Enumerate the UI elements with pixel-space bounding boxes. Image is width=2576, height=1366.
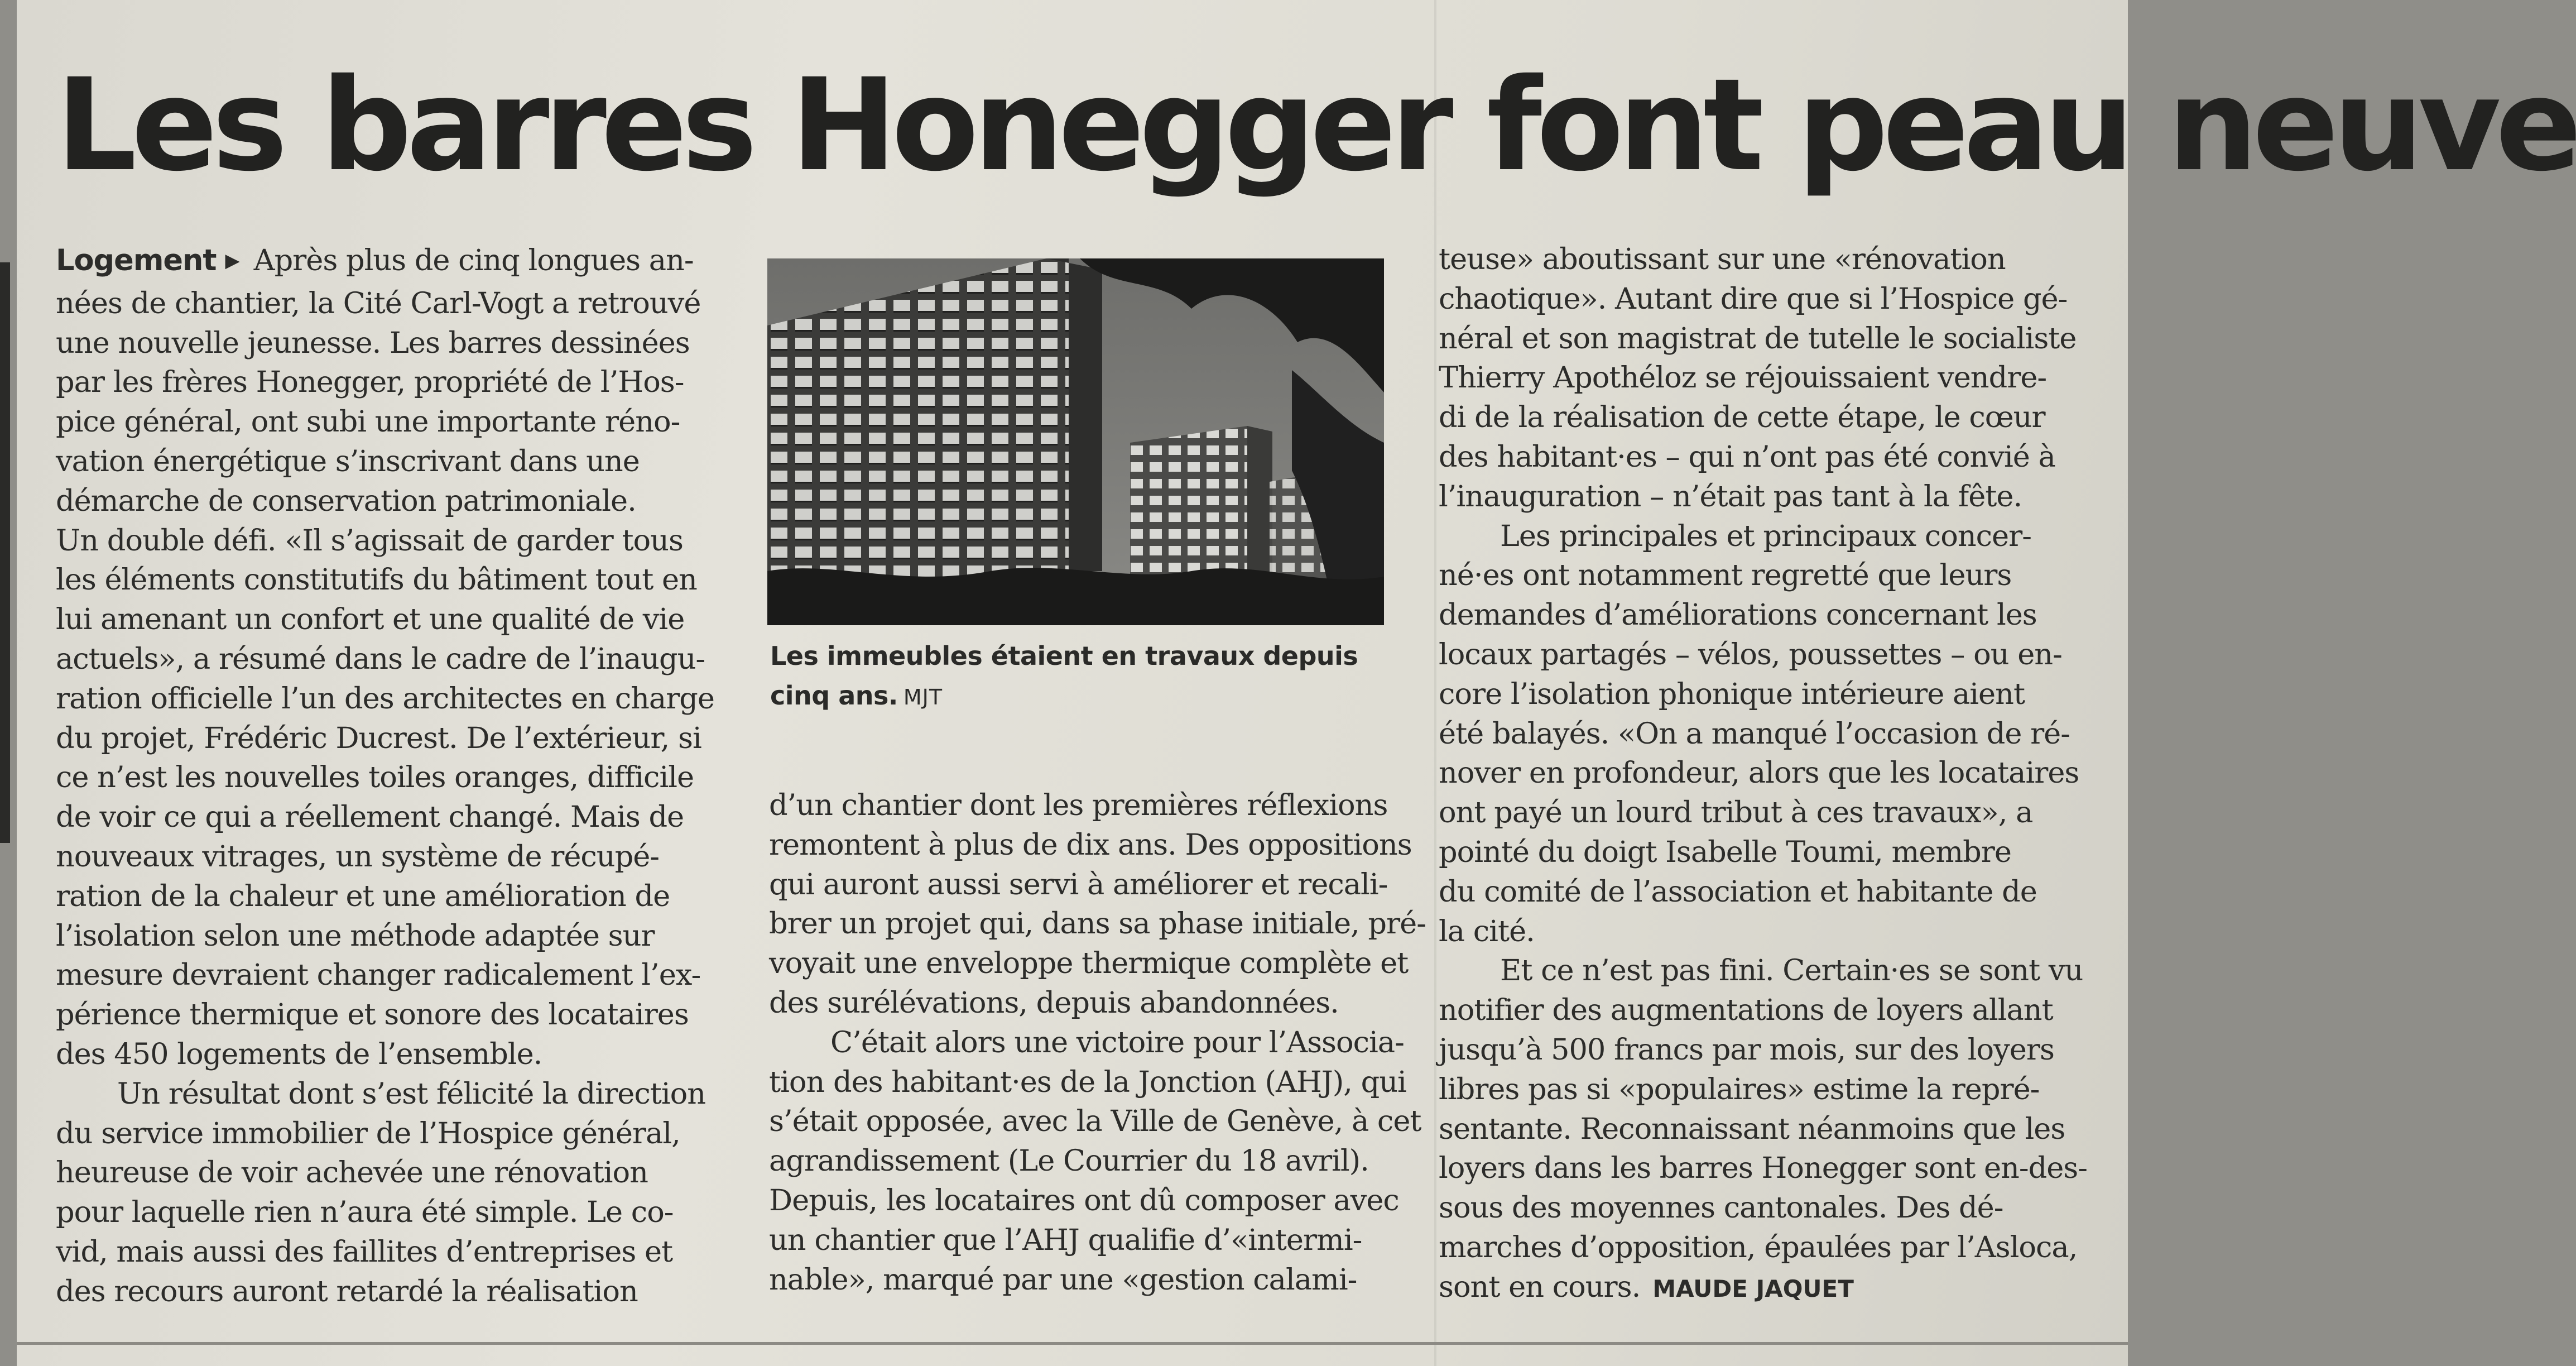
text-line: voyait une enveloppe thermique complète et: [769, 946, 1409, 981]
text-line: été balayés. «On a manqué l’occasion de ré-: [1439, 716, 2070, 751]
text-line: démarche de conservation patrimoniale.: [56, 483, 636, 518]
text-line: Les principales et principaux concer-: [1500, 519, 2031, 553]
text-line: l’inauguration – n’était pas tant à la fête.: [1439, 479, 2022, 514]
text-line: brer un projet qui, dans sa phase initiale, pré-: [769, 907, 1426, 941]
column-3: [1439, 240, 2097, 1309]
text-line: Un double défi. «Il s’agissait de garder tous: [56, 523, 683, 558]
photo-credit: MJT: [903, 685, 943, 710]
text-line: nable», marqué par une «gestion calami-: [769, 1262, 1357, 1297]
text-line: marches d’opposition, épaulées par l’Asloca,: [1439, 1230, 2078, 1264]
column-1: [56, 241, 725, 1312]
bottom-rule: [17, 1342, 2128, 1345]
text-line: jusqu’à 500 francs par mois, sur des loyers: [1439, 1032, 2054, 1067]
text-line: nées de chantier, la Cité Carl-Vogt a retrouvé: [56, 286, 701, 320]
text-line: heureuse de voir achevée une rénovation: [56, 1156, 648, 1190]
text-line: nover en profondeur, alors que les locataires: [1439, 756, 2079, 790]
text-line: des habitant·es – qui n’ont pas été convié à: [1439, 439, 2055, 474]
text-line: d’un chantier dont les premières réflexions: [769, 788, 1388, 822]
text-line: ration officielle l’un des architectes en charge: [56, 681, 714, 716]
text-line: des recours auront retardé la réalisation: [56, 1274, 638, 1309]
paper-fold: [1434, 0, 1436, 1366]
text-line: agrandissement (Le Courrier du 18 avril).: [769, 1144, 1369, 1178]
text-line: Thierry Apothéloz se réjouissaient vendre-: [1439, 361, 2047, 395]
text-line: pour laquelle rien n’aura été simple. Le co-: [56, 1195, 674, 1230]
text-line: Un résultat dont s’est félicité la direction: [117, 1076, 706, 1111]
text-line: lui amenant un confort et une qualité de vie: [56, 602, 685, 637]
article-photo: [767, 258, 1384, 625]
paragraph-2: [56, 1075, 725, 1312]
section-kicker: Logement: [56, 243, 217, 277]
text-line: locaux partagés – vélos, poussettes – ou en-: [1439, 637, 2062, 672]
text-line: périence thermique et sonore des locataires: [56, 998, 689, 1032]
text-line: l’isolation selon une méthode adaptée sur: [56, 918, 655, 953]
text-line: ce n’est les nouvelles toiles oranges, difficile: [56, 760, 694, 795]
apartment-buildings-image: [767, 258, 1384, 625]
text-line: pointé du doigt Isabelle Toumi, membre: [1439, 835, 2011, 869]
text-line: Logement ▶ Après plus de cinq longues an-: [56, 243, 694, 277]
text-line: core l’isolation phonique intérieure aient: [1439, 677, 2025, 711]
text-line: qui auront aussi servi à améliorer et recali-: [769, 867, 1388, 902]
text-line: né·es ont notamment regretté que leurs: [1439, 558, 2012, 593]
text-line: di de la réalisation de cette étape, le cœur: [1439, 400, 2045, 435]
text-line: tion des habitant·es de la Jonction (AHJ), qui: [769, 1065, 1406, 1099]
text-line: Et ce n’est pas fini. Certain·es se sont vu: [1500, 953, 2083, 988]
author-byline: MAUDE JAQUET: [1652, 1274, 1854, 1302]
paragraph-6: [1439, 517, 2097, 952]
text-line: du service immobilier de l’Hospice général,: [56, 1116, 680, 1151]
paragraph-1: [56, 241, 725, 1075]
text-line: de voir ce qui a réellement changé. Mais de: [56, 800, 684, 835]
text-line: sentante. Reconnaissant néanmoins que les: [1439, 1111, 2065, 1146]
caption-text: Les immeubles étaient en travaux depuis cinq ans.: [770, 641, 1358, 711]
text-line: C’était alors une victoire pour l’Associa-: [830, 1025, 1404, 1060]
triangle-right-icon: ▶: [225, 250, 239, 272]
text-line: un chantier que l’AHJ qualifie d’«intermi-: [769, 1223, 1362, 1257]
text-line: actuels», a résumé dans le cadre de l’inaugu-: [56, 641, 705, 676]
text-line: la cité.: [1439, 914, 1535, 948]
text-line: pice général, ont subi une importante réno-: [56, 405, 680, 439]
text-line: sont en cours. MAUDE JAQUET: [1439, 1269, 1854, 1304]
text-line: nouveaux vitrages, un système de récupé-: [56, 839, 660, 874]
text-line: du projet, Frédéric Ducrest. De l’extérieur, si: [56, 721, 701, 755]
text-line: ont payé un lourd tribut à ces travaux», a: [1439, 795, 2033, 830]
text-line: vid, mais aussi des faillites d’entreprises et: [56, 1234, 673, 1269]
text-line: par les frères Honegger, propriété de l’Hos-: [56, 365, 684, 400]
text-line: libres pas si «populaires» estime la repré-: [1439, 1072, 2040, 1106]
article-headline: Les barres Honegger font peau neuve: [56, 51, 2576, 199]
text-line: des surélévations, depuis abandonnées.: [769, 985, 1339, 1020]
text-line: chaotique». Autant dire que si l’Hospice gé-: [1439, 281, 2068, 316]
paragraph-3: [769, 786, 1426, 1023]
text-line: vation énergétique s’inscrivant dans une: [56, 444, 640, 478]
paragraph-7: [1439, 951, 2097, 1309]
text-line: des 450 logements de l’ensemble.: [56, 1037, 542, 1071]
text-line: ration de la chaleur et une amélioration de: [56, 879, 670, 913]
text-line: loyers dans les barres Honegger sont en-des-: [1439, 1151, 2087, 1186]
text-line: demandes d’améliorations concernant les: [1439, 598, 2037, 632]
text-line: néral et son magistrat de tutelle le socialiste: [1439, 321, 2077, 356]
text-line: les éléments constitutifs du bâtiment tout en: [56, 563, 697, 597]
paragraph-4: [769, 1023, 1421, 1300]
page-edge-shadow: [0, 262, 10, 843]
text-line: remontent à plus de dix ans. Des oppositions: [769, 827, 1412, 862]
text-line: s’était opposée, avec la Ville de Genève, à cet: [769, 1104, 1421, 1139]
text-line: Depuis, les locataires ont dû composer avec: [769, 1183, 1399, 1218]
column-2: [769, 786, 1426, 1300]
text-line: teuse» aboutissant sur une «rénovation: [1439, 242, 2006, 276]
text-line: notifier des augmentations de loyers allant: [1439, 993, 2053, 1028]
text-line: du comité de l’association et habitante de: [1439, 874, 2037, 909]
text-line: mesure devraient changer radicalement l’ex-: [56, 958, 701, 993]
text-line: sous des moyennes cantonales. Des dé-: [1439, 1191, 2003, 1225]
photo-caption: [770, 636, 1384, 717]
paragraph-5: [1439, 240, 2097, 517]
text-line: une nouvelle jeunesse. Les barres dessinées: [56, 325, 690, 360]
